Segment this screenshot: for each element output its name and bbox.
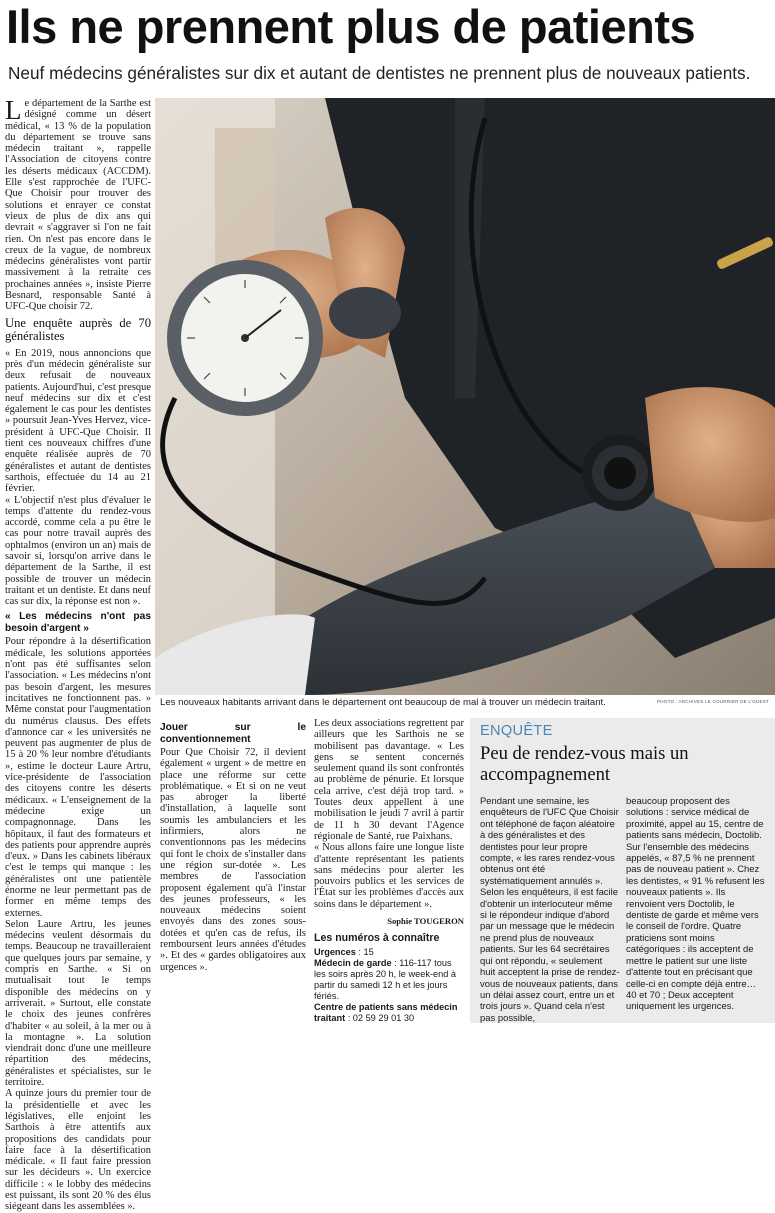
- subheadline: Neuf médecins généralistes sur dix et autant de dentistes ne prennent plus de nouveaux patients.: [8, 63, 751, 83]
- article-paragraph: Pour répondre à la désertification médicale, les solutions apportées n'ont pas été suffisantes selon l'association. « Les médecins n'ont pas besoin d'argent, les mesures incitatives ne fonctionnent pas. » Même constat pour l'augmentation du numérus clausus. Des effets d'annonce car « les universités ne peuvent pas augmenter de plus de 15 à 20 % leur nombre d'étudiants », estime le docteur Laure Artru, vice-présidente de l'association des citoyens contre les déserts médicaux. « L'enseignement de la médecine exige un compagnonnage. Dans les hôpitaux, il faut des formateurs et des patients pour apprendre auprès d'eux. » Dans les cabinets libéraux c'est le temps qui manque : les généralistes ont une patientèle énorme ne leur permettant pas de former en même temps des externes.: [5, 636, 151, 919]
- author-signature: Sophie TOUGERON: [387, 916, 464, 927]
- photo-credit: PHOTO : ARCHIVES LE COURRIER DE L'OUEST: [657, 699, 769, 704]
- article-paragraph: « Nous allons faire une longue liste d'attente représentant les patients sans médecins pour alerter les pouvoirs publics et les services de l'État sur les problèmes d'accès aux soins dans le département ».: [314, 842, 464, 910]
- enquete-sidebar-box: [470, 718, 775, 1023]
- article-paragraph: « En 2019, nous annoncions que près d'un médecin généraliste sur deux refusait de nouveaux patients. Aujourd'hui, c'est presque neuf médecins sur dix et c'est également le cas pour les dentistes » poursuit Jean-Yves Hervez, vice-président à UFC-Que Choisir. Il tient ces nouveaux chiffres d'une enquête réalisée auprès de 70 généralistes et autant de dentistes sarthois, effectuée du 14 au 21 février.: [5, 347, 151, 495]
- box-kicker: ENQUÊTE: [480, 723, 553, 739]
- article-paragraph: A quinze jours du premier tour de la présidentielle et avec les législatives, elle enjoint les Sarthois à être attentifs aux propositions des candidats pour faire face à la désertification médicale. « Il faut faire pression sur les décideurs ». Un exercice difficile : « le lobby des médecins est puissant, ils sont 20 % des élus siégeant dans les assemblées ».: [5, 1088, 151, 1213]
- section-heading-argent: « Les médecins n'ont pas besoin d'argent »: [5, 611, 151, 634]
- article-column-1: [5, 95, 151, 1213]
- photo-blood-pressure-illustration: [155, 98, 775, 695]
- numbers-heading: Les numéros à connaître: [314, 932, 440, 945]
- article-intro: e département de la Sarthe est désigné comme un désert médical, « 13 % de la population du département se trouve sans médecin traitant », rappelle l'Association de citoyens contre les déserts médicaux (ACCDM). Elle s'est rapprochée de l'UFC-Que Choisir pour trouver des solutions et enrayer ce constat vieux de plus de dix ans qui devrait « s'aggraver si l'on ne fait rien. On n'est pas encore dans le creux de la vague, de nombreux médecins généralistes vont partir massivement à la retraite ces prochaines années », insiste Pierre Besnard, responsable Santé à UFC-Que choisir 72.: [5, 98, 151, 313]
- section-heading-conventionnement: Jouer sur le conventionnement: [160, 722, 306, 745]
- number-garde: Médecin de garde : 116-117 tous les soirs après 20 h, le week-end à partir du samedi 12 h et les jours fériés.: [314, 957, 456, 1001]
- dropcap: L: [5, 95, 22, 125]
- headline: Ils ne prennent plus de patients: [6, 0, 696, 53]
- article-column-3: [314, 718, 464, 1023]
- section-heading-enquete: Une enquête auprès de 70 généralistes: [5, 315, 151, 343]
- article-paragraph: « L'objectif n'est plus d'évaluer le temps d'attente du rendez-vous accordé, comme cela a pu être le cas pour notre travail auprès des ophtalmos (environ un an) mais de savoir si, lorsqu'on arrive dans le département de la Sarthe, il est possible de trouver un médecin traitant et un dentiste. Et dans neuf cas sur dix, la réponse est non ».: [5, 494, 151, 608]
- article-photo: [155, 98, 775, 695]
- box-column-2: beaucoup proposent des solutions : service médical de proximité, appel au 15, centre de patients sans médecin, Doctolib. Sur l'ensemble des médecins appelés, « 87,5 % ne prennent pas de nouveau patient ». Chez les dentistes, « 91 % refusent les nouveaux patients ». Ils renvoient vers Doctolib, le dentiste de garde et même vers le conseil de l'ordre. Quatre praticiens sont moins catégoriques : ils acceptent de mettre le patient sur une liste d'attente tout en précisant que celle-ci en compte déjà entre… 40 et 70 ; Deux acceptent uniquement les urgences.: [626, 796, 765, 1013]
- article-paragraph: Les deux associations regrettent par ailleurs que les Sarthois ne se mobilisent pas davantage. « Les gens se sentent concernés seulement quand ils sont confrontés au problème de pénurie. Et lorsque cela arrive, c'est déjà trop tard. » Toutes deux appellent à une mobilisation le jeudi 7 avril à partir de 11 h 30 devant l'Agence régionale de Santé, rue Paixhans.: [314, 718, 464, 842]
- number-urgences: Urgences : 15: [314, 946, 374, 957]
- article-paragraph: Pour Que Choisir 72, il devient également « urgent » de mettre en place une réforme sur cette problématique. « Et si on ne veut pas abroger la liberté d'installation, à laquelle sont soumis les ambulanciers et les infirmiers, alors ne conventionnons pas les médecins qui font le choix de s'installer dans une région sur-dotée ». Les membres de l'association proposent également qu'à l'instar des jeunes professeurs, « les nouveaux médecins soient envoyés dans des zones sous-dotées et qu'en cas de refus, ils remboursent leurs années d'études ». Et des « gardes obligatoires aux urgences ».: [160, 747, 306, 973]
- photo-caption: Les nouveaux habitants arrivant dans le département ont beaucoup de mal à trouver un médecin traitant.: [160, 697, 606, 708]
- article-column-2: [160, 718, 306, 1023]
- box-column-1: Pendant une semaine, les enquêteurs de l'UFC Que Choisir ont téléphoné de façon aléatoire à des généralistes et des dentistes pour leur propre compte, « les rares rendez-vous obtenus ont été systématiquement annulés ». Selon les enquêteurs, il est facile d'obtenir un interlocuteur même si le répondeur indique d'abord par un message que le médecin ne prend plus de nouveaux patients. Sur les 64 secrétaires qui ont répondu, « seulement huit acceptent la prise de rendez-vous de nouveaux patients, dans un délai assez court, entre un et trois jours ». Quand cela n'est pas possible,: [480, 796, 620, 1024]
- number-centre: Centre de patients sans médecin traitant : 02 59 29 01 30: [314, 1001, 458, 1023]
- box-title: Peu de rendez-vous mais un accompagnement: [480, 743, 689, 785]
- article-paragraph: Selon Laure Artru, les jeunes médecins veulent désormais du temps. Beaucoup ne travailleraient que quelques jours par semaine, y compris en Sarthe. « Si on mutualisait tout le temps disponible des médecins on y arriverait. » Surtout, elle constate le choix des jeunes confrères d'habiter « au soleil, à la mer ou à la montagne ». La solution viendrait donc d'une une meilleure répartition des médecins, généralistes et spécialistes, sur le territoire.: [5, 918, 151, 1089]
